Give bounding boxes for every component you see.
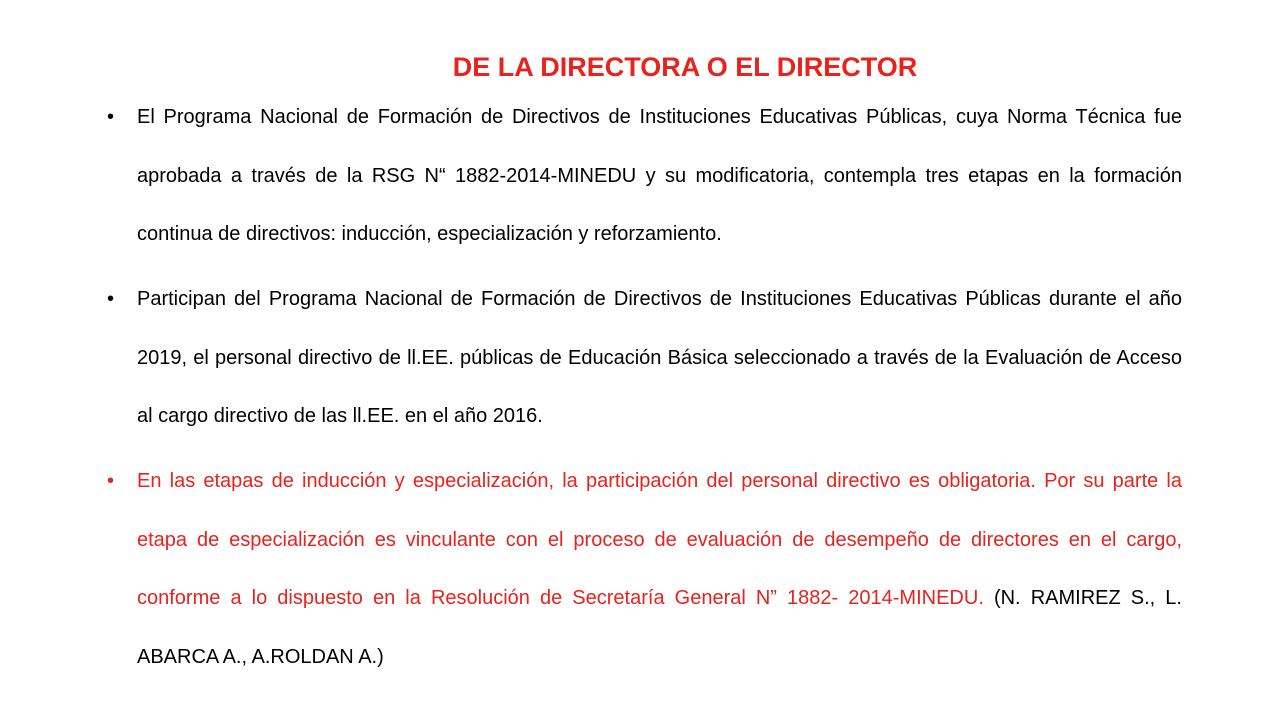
- bullet-item-2: [107, 270, 1182, 446]
- bullet-list: [107, 88, 1182, 693]
- bullet-item-1: [107, 88, 1182, 264]
- bullet-text: El Programa Nacional de Formación de Directivos de Instituciones Educativas Públicas, cuya Norma Técnica fue aprobada a través de la RSG N“ 1882-2014-MINEDU y su modificatoria, contempla tres etapas en la formación continua de directivos: inducción, especialización y reforzamiento.: [137, 106, 1182, 245]
- bullet-text: Participan del Programa Nacional de Formación de Directivos de Instituciones Educativas Públicas durante el año 2019, el personal directivo de ll.EE. públicas de Educación Básica seleccionado a través de la Evaluación de Acceso al cargo directivo de las ll.EE. en el año 2016.: [137, 288, 1182, 427]
- bullet-dot: •: [107, 288, 115, 310]
- bullet-item-3: [107, 452, 1182, 686]
- bullet-dot: •: [107, 106, 115, 128]
- bullet-dot: •: [107, 470, 115, 492]
- citation: (N. RAMIREZ S., L. ABARCA A., A.ROLDAN A.): [137, 587, 1182, 668]
- bullet-main-text: En las etapas de inducción y especialización, la participación del personal directivo es obligatoria. Por su parte la etapa de especialización es vinculante con el proceso de evaluación de desempeño de directores en el cargo, conforme a lo dispuesto en la Resolución de Secretaría General N” 1882- 2014-MINEDU.: [137, 470, 1182, 609]
- bullet-text: [137, 470, 1182, 668]
- slide-title: DE LA DIRECTORA O EL DIRECTOR: [452, 52, 918, 82]
